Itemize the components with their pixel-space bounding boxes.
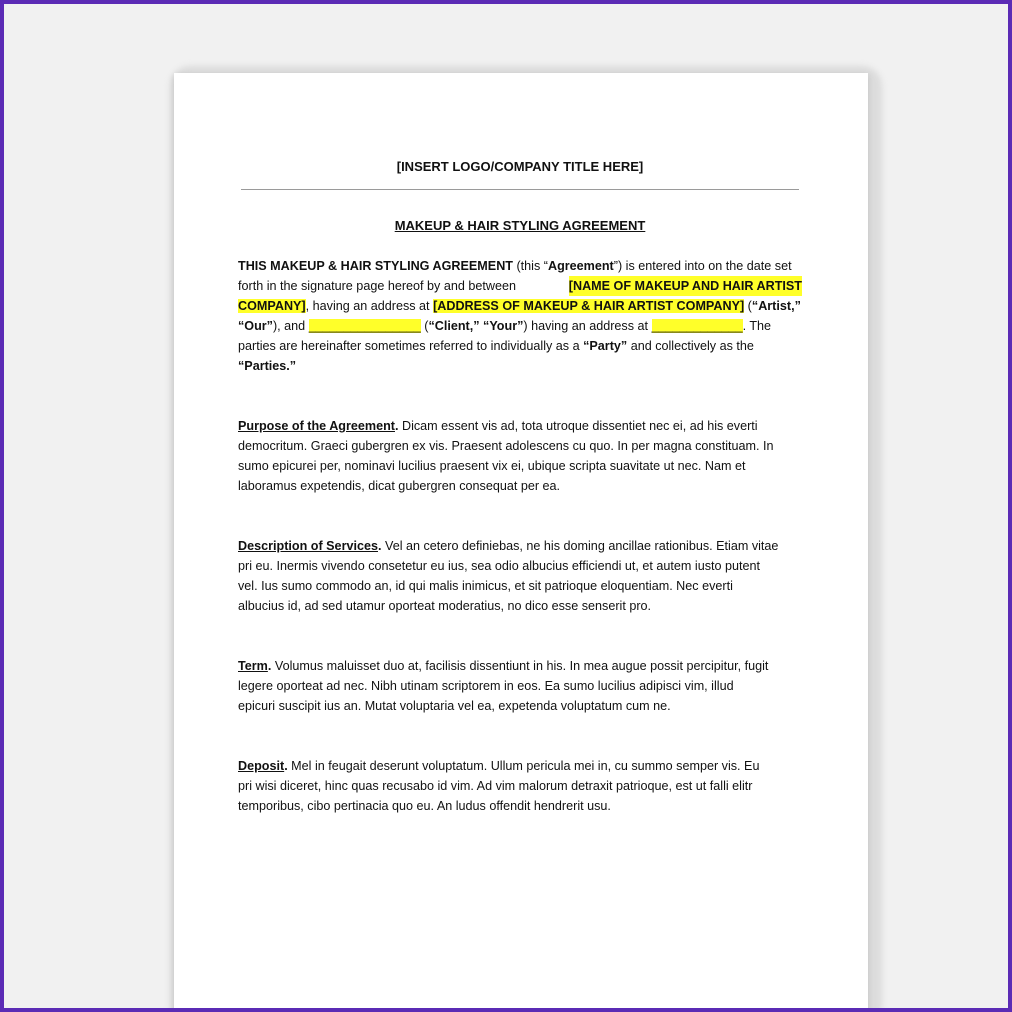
client-name-blank: ________________: [308, 319, 421, 333]
client-address-blank: _____________: [651, 319, 743, 333]
document-page: [174, 73, 868, 1012]
logo-placeholder: [INSERT LOGO/COMPANY TITLE HERE]: [396, 159, 644, 174]
intro-line-1: THIS MAKEUP & HAIR STYLING AGREEMENT (this “Agreement”) is entered into on the date set: [238, 259, 792, 273]
section-purpose: Purpose of the Agreement. Dicam essent vis ad, tota utroque dissentiet nec ei, ad his everti democritum. Graeci gubergren ex vis. Praesent adolescens cu quo. In per magna constituam. In sumo epicurei per, nominavi lucilius praesent vix ei, ubique scripta suavitate ut nec. Nam et laboramus expetendis, dicat gubergren consequat per ea.: [238, 419, 774, 493]
document-title: MAKEUP & HAIR STYLING AGREEMENT: [394, 218, 646, 233]
section-heading-deposit: Deposit: [238, 759, 285, 773]
artist-address-placeholder: [ADDRESS OF MAKEUP & HAIR ARTIST COMPANY]: [433, 299, 745, 313]
section-heading-services: Description of Services: [238, 539, 378, 553]
intro-line-6: “Parties.”: [238, 359, 297, 373]
section-heading-purpose: Purpose of the Agreement: [238, 419, 395, 433]
intro-line-5: parties are hereinafter sometimes referred to individually as a “Party” and collectively as the: [238, 339, 754, 353]
section-heading-term: Term: [238, 659, 268, 673]
intro-paragraph: [238, 256, 802, 376]
section-term: Term. Volumus maluisset duo at, facilisis dissentiunt in his. In mea augue possit percipitur, fugit legere oporteat ad nec. Nibh utinam scriptorem in eos. Ea sumo lucilius adipisci vim, illud epicuri suscipit ius an. Mutat voluptaria vel ea, expetenda voluptatum cum ne.: [238, 659, 769, 713]
header-divider: [241, 189, 799, 190]
document-content: [238, 157, 802, 816]
artist-name-placeholder-cont: COMPANY]: [238, 299, 306, 313]
intro-line-3: COMPANY], having an address at [ADDRESS OF MAKEUP & HAIR ARTIST COMPANY] (“Artist,”: [238, 299, 801, 313]
section-deposit: Deposit. Mel in feugait deserunt voluptatum. Ullum pericula mei in, cu summo semper vis. Eu pri wisi diceret, hinc quas recusabo id vim. Ad vim malorum detraxit patrioque, est ut falli elitr temporibus, cibo pertinacia quo eu. An ludus offendit hendrerit usu.: [238, 759, 760, 813]
section-services: Description of Services. Vel an cetero definiebas, ne his doming ancillae rationibus. Etiam vitae pri eu. Inermis vivendo consetetur eu ius, sea odio albucius efficiendi ut, et autem iusto putent vel. Ius sumo commodo an, id qui malis inimicus, et sit patrioque eloquentiam. Nec everti albucius id, ad sed utamur oporteat moderatius, no dico esse senserit pro.: [238, 539, 779, 613]
artist-name-placeholder: [NAME OF MAKEUP AND HAIR ARTIST: [569, 276, 802, 296]
intro-line-4: “Our”), and ________________ (“Client,” “Your”) having an address at _____________. The: [238, 319, 772, 333]
intro-line-2: forth in the signature page hereof by and between [NAME OF MAKEUP AND HAIR ARTIST: [238, 276, 802, 296]
